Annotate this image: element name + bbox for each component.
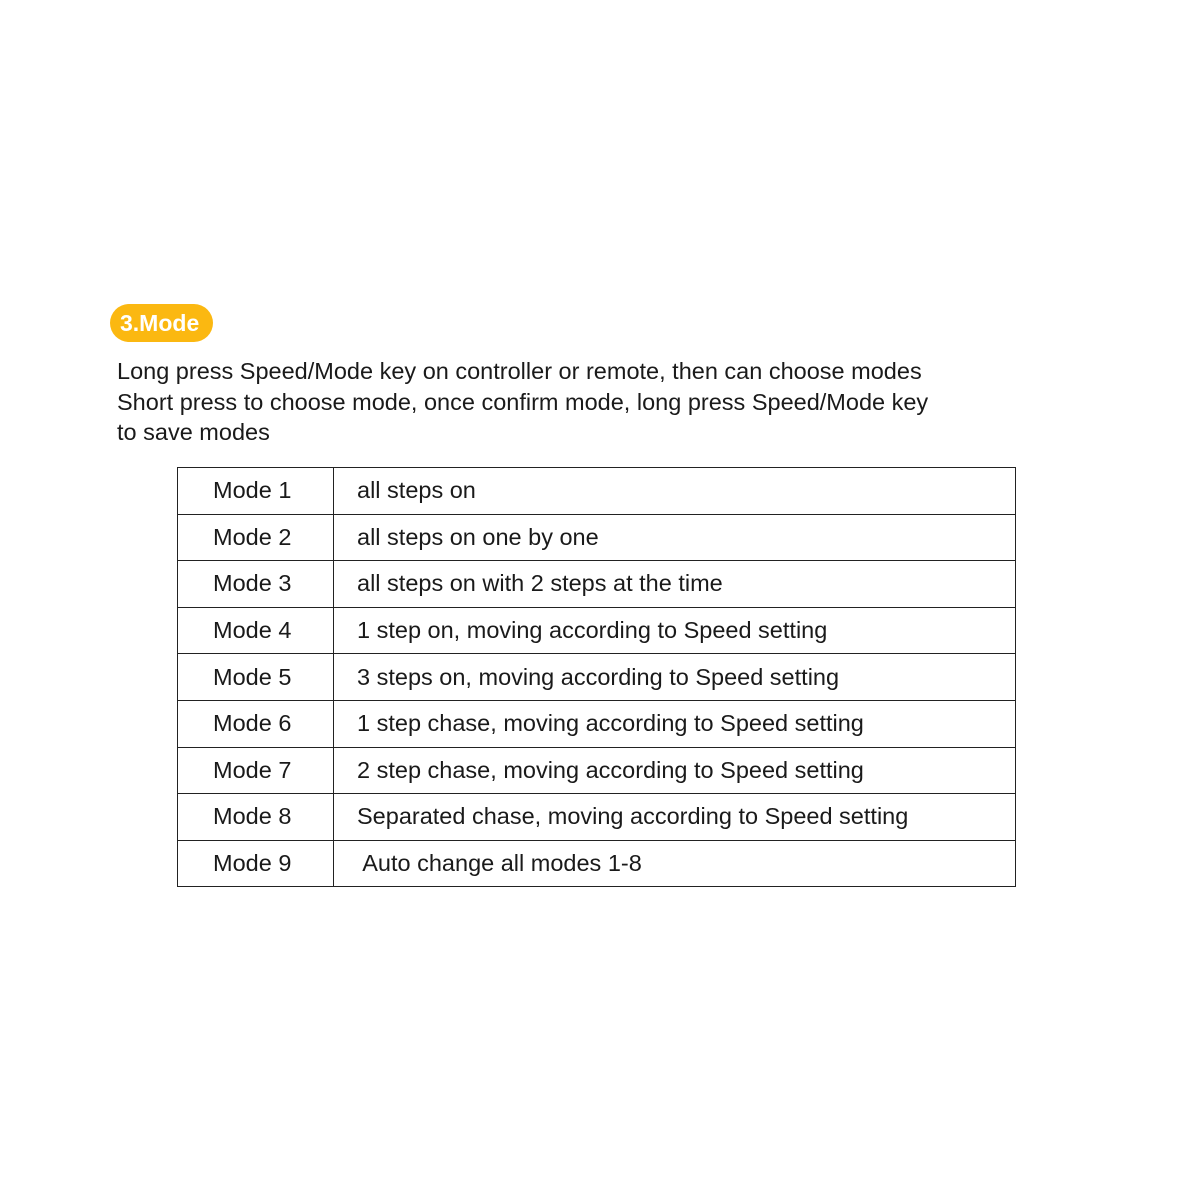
table-row [178,747,1016,794]
mode-name-cell: Mode 9 [178,840,334,887]
instruction-line: to save modes [117,419,270,445]
mode-description-cell: 2 step chase, moving according to Speed setting [334,747,1016,794]
mode-description-cell: 1 step chase, moving according to Speed setting [334,700,1016,747]
table-row [178,561,1016,608]
mode-name-cell: Mode 8 [178,794,334,841]
instructions-text [117,356,1097,448]
mode-description-cell: Auto change all modes 1-8 [334,840,1016,887]
mode-description-cell: all steps on [334,468,1016,515]
table-row [178,700,1016,747]
table-row [178,654,1016,701]
mode-description-cell: 1 step on, moving according to Speed setting [334,607,1016,654]
mode-name-cell: Mode 3 [178,561,334,608]
mode-name-cell: Mode 4 [178,607,334,654]
mode-table [177,467,1016,887]
section-title-badge: 3.Mode [110,304,213,342]
mode-description-cell: all steps on with 2 steps at the time [334,561,1016,608]
table-row [178,468,1016,515]
table-row [178,514,1016,561]
mode-name-cell: Mode 1 [178,468,334,515]
mode-name-cell: Mode 2 [178,514,334,561]
mode-name-cell: Mode 7 [178,747,334,794]
mode-description-cell: all steps on one by one [334,514,1016,561]
instruction-line: Short press to choose mode, once confirm mode, long press Speed/Mode key [117,388,929,415]
table-row [178,840,1016,887]
mode-description-cell: 3 steps on, moving according to Speed setting [334,654,1016,701]
mode-name-cell: Mode 5 [178,654,334,701]
table-row [178,607,1016,654]
mode-description-cell: Separated chase, moving according to Speed setting [334,794,1016,841]
mode-name-cell: Mode 6 [178,700,334,747]
table-row [178,794,1016,841]
instruction-line: Long press Speed/Mode key on controller or remote, then can choose modes [117,358,922,384]
